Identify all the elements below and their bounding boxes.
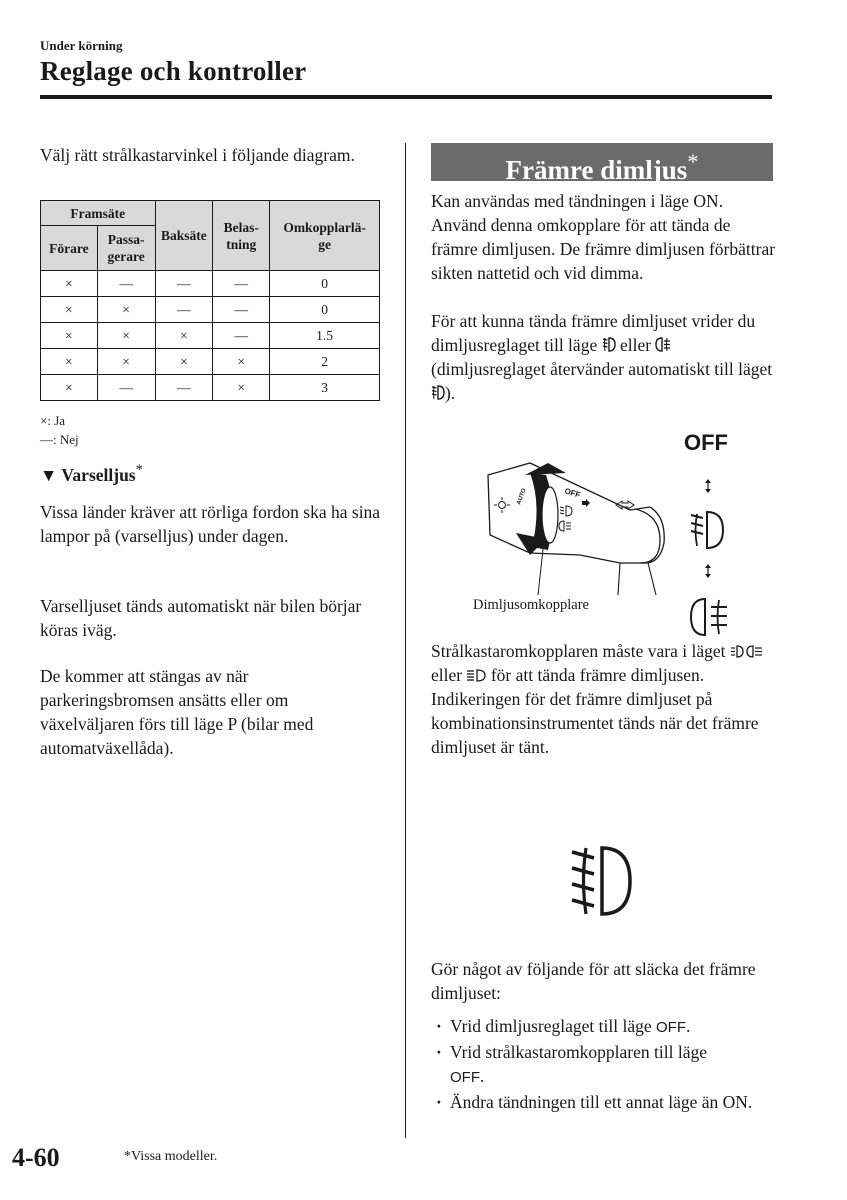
table-cell: × bbox=[213, 375, 270, 401]
drl-paragraph-3: De kommer att stängas av när parkeringsbromsen ansätts eller om växelväljaren förs till läge P (bilar med automatväxellåda). bbox=[40, 666, 314, 758]
headlight-angle-table bbox=[40, 200, 380, 401]
table-body bbox=[41, 271, 380, 401]
fog-p3-text-d: Indikeringen för det främre dimljuset på kombinationsinstrumentet tänds när det främre dimljuset är tänt. bbox=[431, 689, 759, 757]
table-row bbox=[41, 323, 380, 349]
fog-p3-text-b: eller bbox=[431, 665, 463, 685]
fog-switch-caption: Dimljusomkopplare bbox=[473, 597, 589, 613]
list-item bbox=[434, 1040, 774, 1090]
table-cell: × bbox=[213, 349, 270, 375]
footnote: *Vissa modeller. bbox=[124, 1149, 218, 1164]
front-fog-position-icon bbox=[689, 508, 725, 552]
table-cell: 0 bbox=[270, 271, 380, 297]
page-number: 4-60 bbox=[12, 1143, 60, 1172]
column-header-front-seat: Framsäte bbox=[41, 201, 156, 226]
front-fog-light-icon bbox=[602, 336, 616, 353]
table-cell: × bbox=[41, 323, 98, 349]
table-cell: — bbox=[155, 271, 213, 297]
parking-light-icon bbox=[730, 644, 764, 659]
table-header-row bbox=[41, 201, 380, 226]
triangle-marker-icon: ▼ bbox=[40, 464, 58, 485]
table-cell: × bbox=[97, 323, 155, 349]
fog-p2-text-b: eller bbox=[619, 335, 652, 355]
table-cell: 0 bbox=[270, 297, 380, 323]
section-label: Under körning bbox=[40, 38, 123, 53]
table-cell: × bbox=[41, 297, 98, 323]
table-cell: — bbox=[155, 297, 213, 323]
off-label: OFF bbox=[684, 430, 728, 455]
table-cell: × bbox=[97, 349, 155, 375]
list-item bbox=[434, 1090, 774, 1114]
table-cell: × bbox=[155, 349, 213, 375]
stalk-auto-text: AUTO bbox=[516, 487, 528, 506]
column-header-load: Belas-tning bbox=[213, 201, 270, 271]
table-cell: × bbox=[41, 271, 98, 297]
drl-heading bbox=[40, 462, 143, 486]
table-cell: — bbox=[155, 375, 213, 401]
legend-no: —: Nej bbox=[40, 432, 79, 447]
legend-yes: ×: Ja bbox=[40, 413, 66, 428]
section-title bbox=[431, 143, 773, 189]
fog-paragraph-1: Kan användas med tändningen i läge ON. Använd denna omkopplare för att tända de främre dimljusen. De främre dimljusen förbättrar sikten nattetid och vid dimma. bbox=[431, 191, 776, 283]
asterisk-marker: * bbox=[687, 149, 699, 174]
table-cell: — bbox=[213, 297, 270, 323]
table-cell: — bbox=[213, 271, 270, 297]
front-fog-light-icon bbox=[431, 384, 445, 401]
fog-p2-text-d: ). bbox=[445, 383, 456, 403]
table-cell: × bbox=[97, 297, 155, 323]
list-item-text: Vrid strålkastaromkopplaren till läge bbox=[450, 1042, 707, 1062]
table-row bbox=[41, 297, 380, 323]
intro-paragraph: Välj rätt strålkastarvinkel i följande diagram. bbox=[40, 145, 355, 165]
table-row bbox=[41, 375, 380, 401]
stalk-off-text: OFF bbox=[563, 486, 582, 500]
column-header-switch-position: Omkopplarlä-ge bbox=[270, 201, 380, 271]
title-divider bbox=[40, 95, 772, 99]
table-cell: 3 bbox=[270, 375, 380, 401]
front-fog-indicator-icon bbox=[568, 842, 634, 920]
section-title-banner bbox=[431, 143, 773, 185]
column-header-rear-seat: Baksäte bbox=[155, 201, 213, 271]
fog-paragraph-3 bbox=[431, 639, 776, 759]
section-title-text: Främre dimljus bbox=[505, 155, 688, 185]
table-cell: — bbox=[213, 323, 270, 349]
fog-light-switch-illustration bbox=[470, 455, 670, 595]
table-cell: × bbox=[41, 375, 98, 401]
table-cell: 1.5 bbox=[270, 323, 380, 349]
table-cell: × bbox=[41, 349, 98, 375]
rear-fog-light-icon bbox=[655, 336, 671, 353]
headlight-icon bbox=[466, 668, 486, 683]
fog-paragraph-2 bbox=[431, 309, 776, 405]
drl-paragraph-2: Varselljuset tänds automatiskt när bilen börjar köras iväg. bbox=[40, 596, 362, 640]
drl-heading-text: Varselljus bbox=[61, 464, 136, 485]
fog-p2-text-a: För att kunna tända främre dimljuset vrider du dimljusreglaget till läge bbox=[431, 311, 756, 355]
double-arrow-icon bbox=[702, 563, 714, 579]
list-item-end: . bbox=[480, 1066, 485, 1086]
column-header-driver: Förare bbox=[41, 226, 98, 271]
double-arrow-icon bbox=[702, 478, 714, 494]
turn-off-list bbox=[434, 1014, 774, 1114]
table-cell: — bbox=[97, 375, 155, 401]
page-title: Reglage och kontroller bbox=[40, 56, 307, 86]
off-position-text: OFF bbox=[450, 1069, 480, 1086]
column-header-passenger: Passa-gerare bbox=[97, 226, 155, 271]
list-item-end: . bbox=[685, 1016, 691, 1036]
list-item-text: Ändra tändningen till ett annat läge än ON. bbox=[450, 1092, 753, 1112]
table-cell: — bbox=[97, 271, 155, 297]
asterisk-marker: * bbox=[135, 462, 143, 478]
fog-paragraph-4: Gör något av följande för att släcka det främre dimljuset: bbox=[431, 959, 756, 1003]
table-row bbox=[41, 271, 380, 297]
table-row bbox=[41, 349, 380, 375]
table-cell: × bbox=[155, 323, 213, 349]
column-divider bbox=[405, 143, 406, 1138]
fog-p3-text-a: Strålkastaromkopplaren måste vara i läget bbox=[431, 641, 726, 661]
fog-p3-text-c: för att tända främre dimljusen. bbox=[490, 665, 705, 685]
list-item bbox=[434, 1014, 774, 1040]
off-position-text: OFF bbox=[655, 1019, 686, 1036]
fog-p2-text-c: (dimljusreglaget återvänder automatiskt till läget bbox=[431, 359, 773, 379]
drl-paragraph-1: Vissa länder kräver att rörliga fordon ska ha sina lampor på (varselljus) under dagen. bbox=[40, 502, 381, 546]
list-item-text: Vrid dimljusreglaget till läge bbox=[450, 1016, 652, 1036]
table-cell: 2 bbox=[270, 349, 380, 375]
rear-fog-position-icon bbox=[689, 595, 729, 639]
